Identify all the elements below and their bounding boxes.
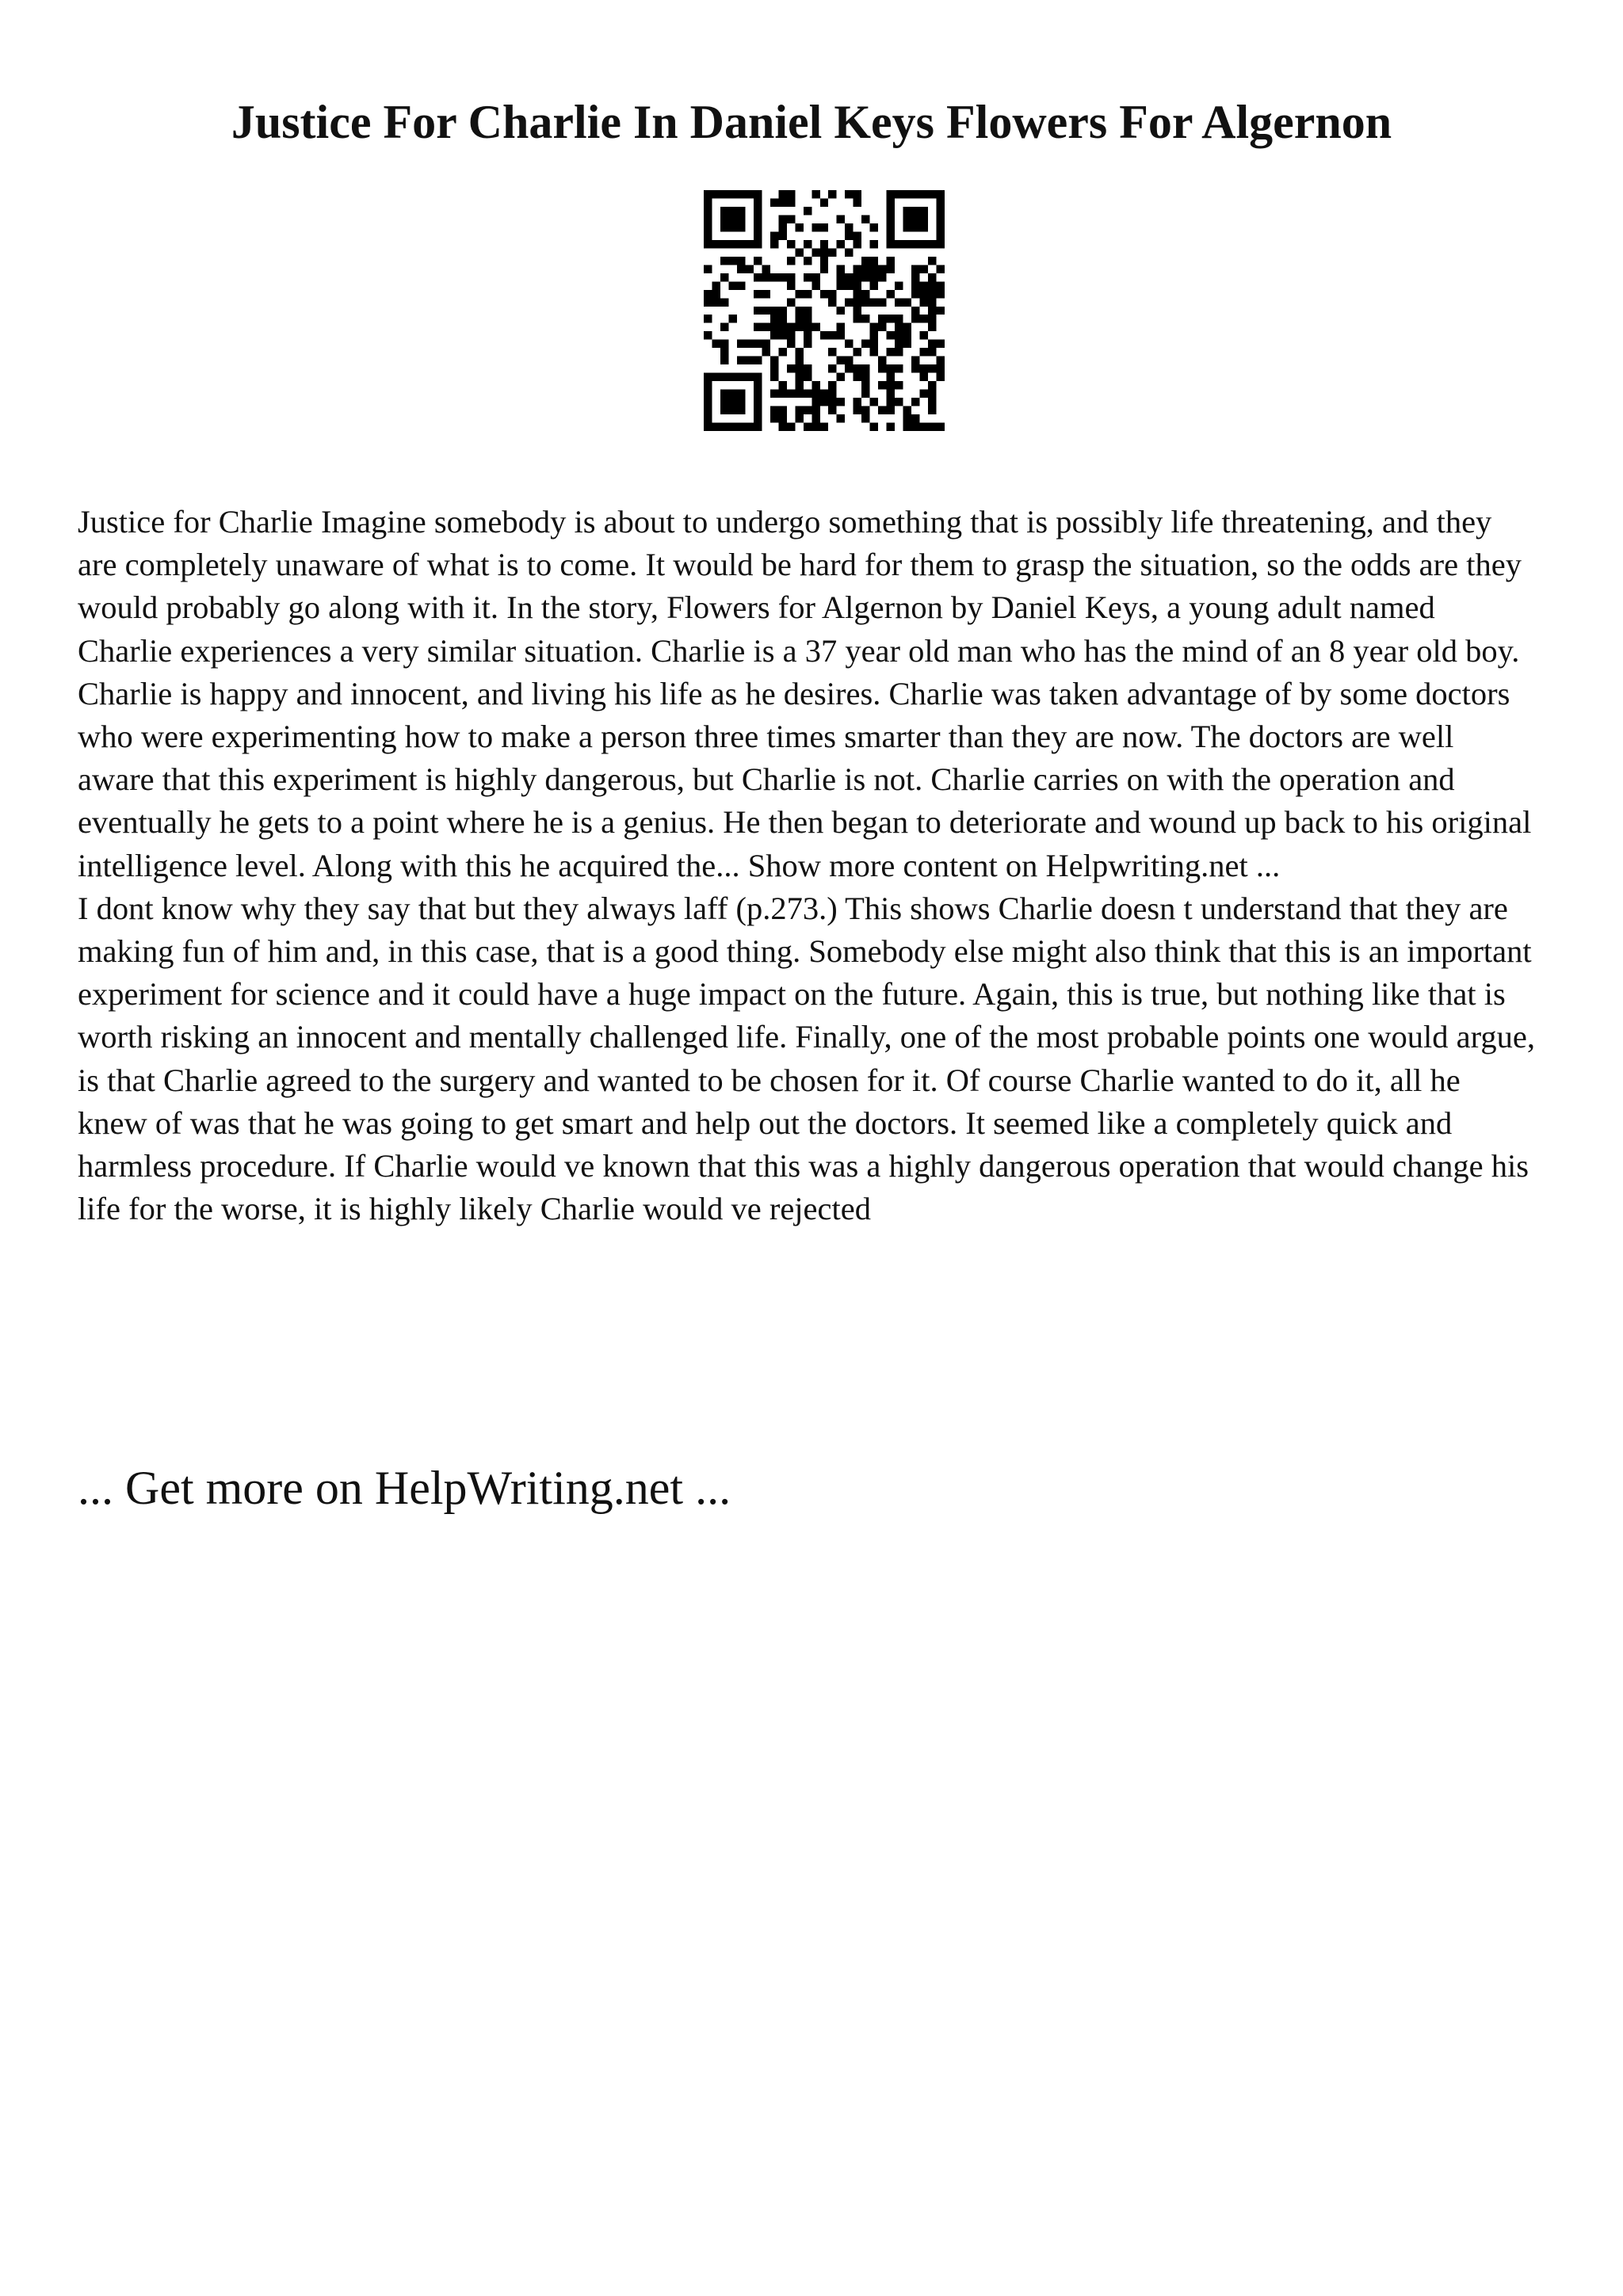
article-body: [78, 501, 1537, 1230]
document-title: Justice For Charlie In Daniel Keys Flowers For Algernon: [231, 96, 1392, 148]
qr-code-icon[interactable]: [704, 190, 945, 431]
get-more-link[interactable]: ... Get more on HelpWriting.net ...: [78, 1462, 731, 1514]
paragraph-intro: Justice for Charlie Imagine somebody is about to undergo something that is possibly life threatening, and they are completely unaware of what is to come. It would be hard for them to grasp the situation, so the odds are they would probably go along with it. In the story, Flowers for Algernon by Daniel Keys, a young adult named Charlie experiences a very similar situation. Charlie is a 37 year old man who has the mind of an 8 year old boy. Charlie is happy and innocent, and living his life as he desires. Charlie was taken advantage of by some doctors who were experimenting how to make a person three times smarter than they are now. The doctors are well aware that this experiment is highly dangerous, but Charlie is not. Charlie carries on with the operation and eventually he gets to a point where he is a genius. He then began to deteriorate and wound up back to his original intelligence level. Along with this he acquired the... Show more content on Helpwriting.net ...: [78, 504, 1532, 883]
paragraph-continued: I dont know why they say that but they always laff (p.273.) This shows Charlie doesn t understand that they are making fun of him and, in this case, that is a good thing. Somebody else might also think that this is an important experiment for science and it could have a huge impact on the future. Again, this is true, but nothing like that is worth risking an innocent and mentally challenged life. Finally, one of the most probable points one would argue, is that Charlie agreed to the surgery and wanted to be chosen for it. Of course Charlie wanted to do it, all he knew of was that he was going to get smart and help out the doctors. It seemed like a completely quick and harmless procedure. If Charlie would ve known that this was a highly dangerous operation that would change his life for the worse, it is highly likely Charlie would ve rejected: [78, 890, 1535, 1227]
